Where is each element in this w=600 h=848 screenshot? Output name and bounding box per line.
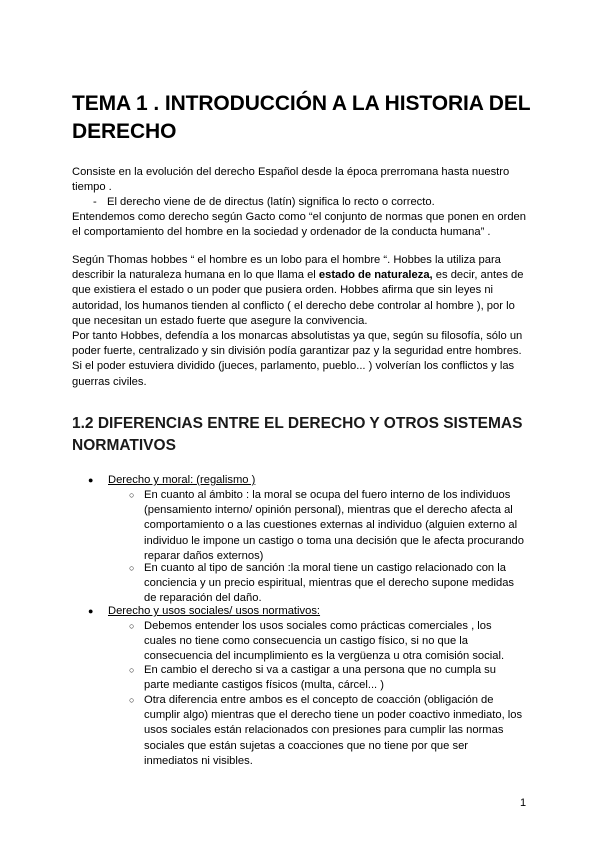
page-number: 1	[520, 797, 527, 809]
bullet-label: Derecho y moral: (regalismo )	[108, 474, 256, 486]
intro-paragraph: Consiste en la evolución del derecho Español desde la época prerromana hasta nuestro tiempo .	[72, 166, 510, 194]
sub-bullet-text: En cuanto al ámbito : la moral se ocupa del fuero interno de los individuos (pensamiento interno/ opinión personal), mientras que el derecho afecta al comportamiento o a las cuestiones externas al individuo (alguien externo al individuo le impone un castigo o toma una decisión que le afecta procurando reparar daños externos)	[144, 489, 525, 562]
hobbes-section	[72, 253, 534, 390]
sub-bullet-text: En cuanto al tipo de sanción :la moral tiene un castigo relacionado con la conciencia y un precio espiritual, mientras que el derecho supone medidas de reparación del daño.	[144, 562, 515, 605]
sub-bullet-text: En cambio el derecho si va a castigar a una persona que no cumpla su parte mediante castigos físicos (multa, cárcel... )	[144, 664, 496, 692]
circle-bullet-icon: ○	[129, 490, 135, 500]
sub-bullet-text: Otra diferencia entre ambos es el concepto de coacción (obligación de cumplir algo) mientras que el derecho tiene un poder coactivo inmediato, los usos sociales están relacionados con presiones para cumplir las normas sociales que están sujetas a coacciones que no tiene por que ser inmediatos ni visibles.	[144, 694, 523, 767]
bullet-icon: ●	[88, 606, 94, 616]
dash-item-text: El derecho viene de de directus (latín) significa lo recto o correcto.	[107, 196, 435, 208]
bullet-label: Derecho y usos sociales/ usos normativos:	[108, 605, 321, 617]
circle-bullet-icon: ○	[129, 563, 135, 573]
section-heading: 1.2 DIFERENCIAS ENTRE EL DERECHO Y OTROS SISTEMAS NORMATIVOS	[72, 415, 523, 454]
hobbes-paragraph-2: Por tanto Hobbes, defendía a los monarcas absolutistas ya que, según su filosofía, sólo un poder fuerte, centralizado y sin división podía garantizar paz y la seguridad entre hombres.	[72, 330, 523, 358]
page-title: TEMA 1 . INTRODUCCIÓN A LA HISTORIA DEL DERECHO	[72, 92, 531, 143]
sub-bullet-text: Debemos entender los usos sociales como prácticas comerciales , los cuales no tiene como consecuencia un castigo físico, si no que la consecuencia del incumplimiento es la vergüenza u otra comisión social.	[144, 620, 505, 663]
gacto-paragraph: Entendemos como derecho según Gacto como “el conjunto de normas que ponen en orden el comportamiento del hombre en la sociedad y ordenador de la conducta humana” .	[72, 211, 527, 239]
circle-bullet-icon: ○	[129, 695, 135, 705]
hobbes-text-after: es decir, antes de que existiera el estado o un poder que pusiera orden. Hobbes afirma que sin leyes ni autoridad, los humanos tienden al conflicto ( el derecho debe controlar al hombre ), por lo que necesitan un estado fuerte que asegure la convivencia.	[72, 269, 524, 327]
hobbes-text-before: Según Thomas hobbes “ el hombre es un lobo para el hombre “. Hobbes la utiliza para describir la naturaleza humana en lo que llama el	[72, 254, 501, 282]
hobbes-paragraph-3: Si el poder estuviera dividido (jueces, parlamento, pueblo... ) volverían los conflictos y las guerras civiles.	[72, 360, 515, 388]
dash-marker: -	[93, 196, 97, 208]
bullet-icon: ●	[88, 475, 94, 485]
circle-bullet-icon: ○	[129, 621, 135, 631]
circle-bullet-icon: ○	[129, 665, 135, 675]
dash-list-item	[93, 195, 523, 210]
hobbes-paragraph	[72, 253, 534, 329]
hobbes-bold-term: estado de naturaleza,	[318, 269, 433, 282]
